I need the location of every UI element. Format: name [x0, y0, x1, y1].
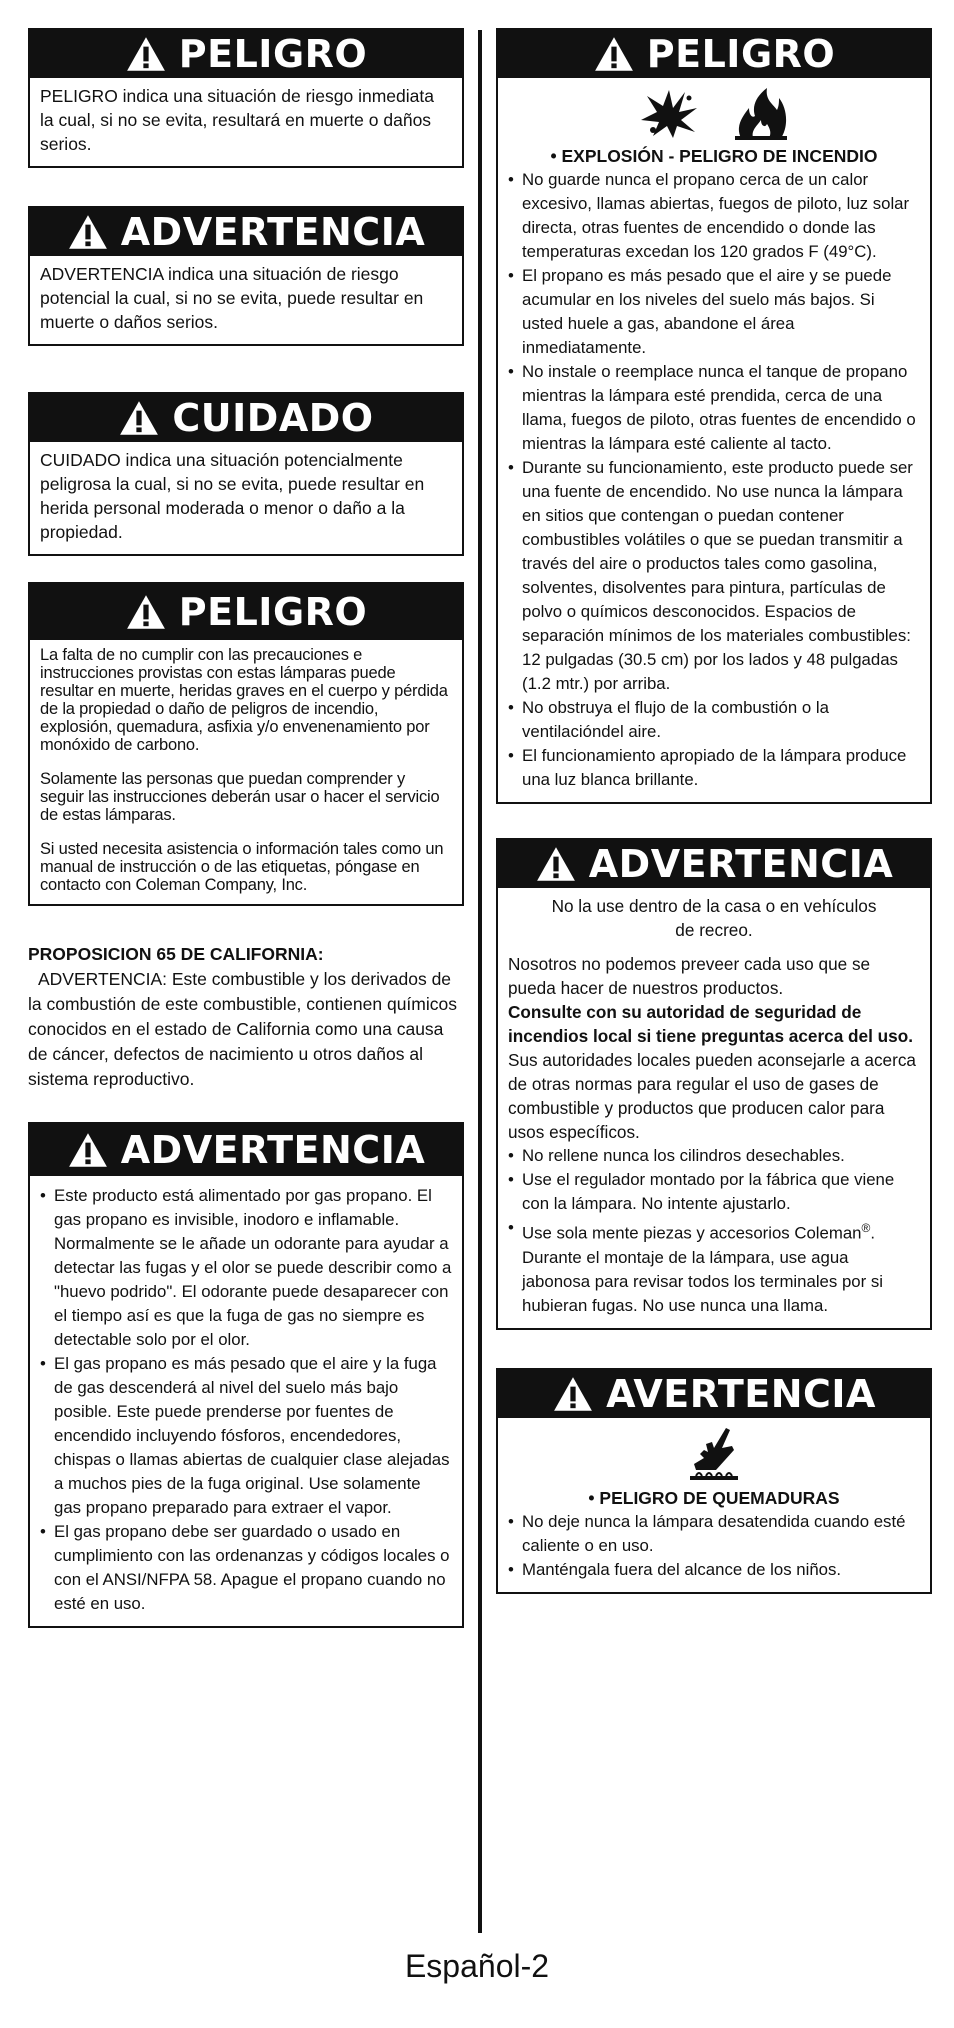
- advertencia-propano-box: [28, 1122, 464, 1628]
- column-divider: [478, 30, 482, 1933]
- bullet-text: Use sola mente piezas y accesorios Coleman: [522, 1223, 862, 1243]
- box-text: [30, 640, 462, 904]
- proposicion-text: ADVERTENCIA: Este combustible y los derivados de la combustión de este combustible, contienen químicos conocidos en el estado de California como una causa de cáncer, defectos de nacimiento u otros daños al sistema reproductivo.: [28, 969, 457, 1089]
- registered-mark: ®: [861, 1221, 871, 1235]
- list-item: • No instale o reemplace nunca el tanque de propano mientras la lámpara esté prendida, cerca de una llama, fuegos de piloto, otras fuentes de encendido o mientras la lámpara esté caliente al tacto.: [508, 360, 920, 456]
- cuidado-definition-box: [28, 392, 464, 556]
- box-title: AVERTENCIA: [606, 1371, 876, 1416]
- hazard-pictograms: [498, 78, 930, 142]
- box-text: PELIGRO indica una situación de riesgo inmediata la cual, si no se evita, resultará en muerte o daños serios.: [40, 86, 434, 154]
- peligro-explosion-box: [496, 28, 932, 804]
- advertencia-uso-box: [496, 838, 932, 1330]
- warning-triangle-icon: [67, 213, 109, 251]
- bullet-list: [40, 1184, 452, 1616]
- warning-triangle-icon: [125, 35, 167, 73]
- paragraph: Sus autoridades locales pueden aconsejarle a acerca de otras normas para regular el uso de gases de combustible y productos que producen calor para usos específicos.: [508, 1050, 916, 1142]
- box-header: [30, 394, 462, 442]
- indoor-warning: No la use dentro de la casa o en vehículos de recreo.: [551, 896, 877, 940]
- box-header: [30, 208, 462, 256]
- warning-triangle-icon: [67, 1131, 109, 1169]
- peligro-general-box: [28, 582, 464, 906]
- warning-triangle-icon: [535, 845, 577, 883]
- proposicion-65-section: [28, 942, 464, 1092]
- paragraph: La falta de no cumplir con las precauciones e instrucciones provistas con estas lámparas puede resultar en muerte, heridas graves en el cuerpo y pérdida de la propiedad o daño de peligros de incendio, explosión, quemadura, asfixia y/o envenenamiento por monóxido de carbono.: [40, 646, 448, 754]
- box-text: ADVERTENCIA indica una situación de riesgo potencial la cual, si no se evita, puede resultar en muerte o daños serios.: [40, 264, 424, 332]
- box-subtitle: • EXPLOSIÓN - PELIGRO DE INCENDIO: [550, 146, 878, 166]
- advertencia-definition-box: [28, 206, 464, 346]
- warning-triangle-icon: [118, 399, 160, 437]
- warning-triangle-icon: [125, 593, 167, 631]
- list-item: • El propano es más pesado que el aire y se puede acumular en los niveles del suelo más bajos. Si usted huele a gas, abandone el área inmediatamente.: [508, 264, 920, 360]
- list-item: • Manténgala fuera del alcance de los niños.: [508, 1558, 920, 1582]
- list-item: [508, 1216, 920, 1318]
- box-title: PELIGRO: [178, 32, 368, 76]
- bullet-list: [508, 1144, 920, 1318]
- list-item: • No rellene nunca los cilindros desechables.: [508, 1144, 920, 1168]
- list-item: • El gas propano es más pesado que el aire y la fuga de gas descenderá al nivel del suelo más bajo posible. Este puede prenderse por fuentes de encendido incluyendo fósforos, encendedores, chispas o llamas abiertas de cualquier clase alejadas a muchos pies de la fuga original. Use solamente gas propano preparado para extraer el vapor.: [40, 1352, 452, 1520]
- box-header: [498, 30, 930, 78]
- box-header: [30, 584, 462, 640]
- proposicion-title: PROPOSICION 65 DE CALIFORNIA:: [28, 944, 324, 964]
- avertencia-quemaduras-box: [496, 1368, 932, 1594]
- hazard-pictogram: [498, 1418, 930, 1484]
- explosion-icon: [639, 86, 699, 140]
- box-title: CUIDADO: [172, 396, 374, 440]
- list-item: • Este producto está alimentado por gas propano. El gas propano es invisible, inodoro e inflamable. Normalmente se le añade un odorante para ayudar a detectar las fugas y el olor se puede describir como a "huevo podrido". El odorante puede desaparecer con el tiempo así es que la fuga de gas no siempre es detectable solo por el olor.: [40, 1184, 452, 1352]
- box-header: [498, 1370, 930, 1418]
- box-header: [498, 840, 930, 888]
- peligro-definition-box: [28, 28, 464, 168]
- warning-triangle-icon: [593, 35, 635, 73]
- box-title: PELIGRO: [646, 32, 836, 76]
- box-title: PELIGRO: [178, 590, 368, 634]
- paragraph: Solamente las personas que puedan comprender y seguir las instrucciones deberán usar o hacer el servicio de estas lámparas.: [40, 770, 440, 824]
- list-item: • Use el regulador montado por la fábrica que viene con la lámpara. No intente ajustarlo.: [508, 1168, 920, 1216]
- paragraph: Si usted necesita asistencia o información tales como un manual de instrucción o de las etiquetas, póngase en contacto con Coleman Company, Inc.: [40, 840, 444, 894]
- page-footer: Español-2: [404, 1948, 550, 1984]
- bullet-text: . Durante el montaje de la lámpara, use agua jabonosa para revisar todos los terminales por si hubieran fugas. No use nunca una llama.: [522, 1223, 883, 1315]
- list-item: • El funcionamiento apropiado de la lámpara produce una luz blanca brillante.: [508, 744, 920, 792]
- list-item: • No guarde nunca el propano cerca de un calor excesivo, llamas abiertas, fuegos de piloto, luz solar directa, otras fuentes de encendido o donde las temperaturas excedan los 120 grados F (49°C).: [508, 168, 920, 264]
- paragraph-bold: Consulte con su autoridad de seguridad de incendios local si tiene preguntas acerca del uso.: [508, 1002, 913, 1046]
- box-text: [498, 888, 930, 1328]
- box-title: ADVERTENCIA: [120, 1128, 426, 1172]
- box-subtitle: • PELIGRO DE QUEMADURAS: [588, 1487, 840, 1508]
- burn-hand-icon: [686, 1426, 742, 1482]
- box-header: [30, 30, 462, 78]
- box-text: [498, 1484, 930, 1592]
- list-item: • No obstruya el flujo de la combustión o la ventilacióndel aire.: [508, 696, 920, 744]
- box-text: CUIDADO indica una situación potencialmente peligrosa la cual, si no se evita, puede resultar en herida personal moderada o menor o daño a la propiedad.: [40, 450, 425, 542]
- box-text: [30, 1176, 462, 1626]
- left-column: [28, 28, 464, 1628]
- list-item: • No deje nunca la lámpara desatendida cuando esté caliente o en uso.: [508, 1510, 920, 1558]
- box-text: [498, 142, 930, 802]
- right-column: [496, 28, 932, 1594]
- warning-triangle-icon: [552, 1375, 594, 1413]
- list-item: • El gas propano debe ser guardado o usado en cumplimiento con las ordenanzas y códigos locales o con el ANSI/NFPA 58. Apague el propano cuando no esté en uso.: [40, 1520, 452, 1616]
- fire-icon: [733, 86, 789, 140]
- box-title: ADVERTENCIA: [588, 842, 894, 886]
- paragraph: Nosotros no podemos preveer cada uso que se pueda hacer de nuestros productos.: [508, 954, 871, 998]
- list-item: • Durante su funcionamiento, este producto puede ser una fuente de encendido. No use nunca la lámpara en sitios que contengan o puedan contener combustibles volátiles o que se puedan transmitir a través del aire o productos tales como gasolina, solventes, disolventes para pintura, partículas de polvo o químicos desconocidos. Espacios de separación mínimos de los materiales combustibles: 12 pulgadas (30.5 cm) por los lados y 48 pulgadas (1.2 mtr.) por arriba.: [508, 456, 920, 696]
- bullet-list: [508, 1510, 920, 1582]
- box-title: ADVERTENCIA: [120, 210, 426, 254]
- bullet-list: [508, 168, 920, 792]
- box-header: [30, 1124, 462, 1176]
